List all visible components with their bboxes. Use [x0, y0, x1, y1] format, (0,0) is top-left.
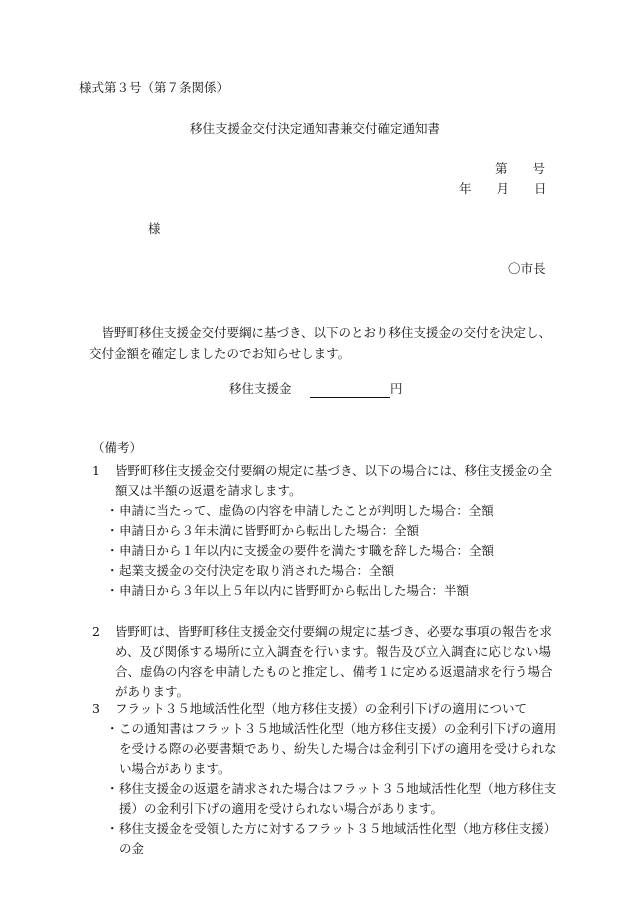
list-item — [102, 561, 562, 581]
list-item — [102, 779, 562, 819]
notice-text: 皆野町移住支援金交付要綱に基づき、以下のとおり移住支援金の交付を決定し、交付金額を確定しましたのでお知らせします。 — [89, 325, 552, 361]
notice-paragraph — [89, 322, 557, 364]
bullet-mark: ・ — [106, 563, 119, 578]
remark-item-1 — [92, 461, 562, 601]
remark-number: 1 — [92, 463, 100, 478]
list-item — [102, 541, 562, 561]
bullet-mark: ・ — [106, 781, 119, 796]
remark-text: フラット３５地域活性化型（地方移住支援）の金利引下げの適用について — [115, 701, 528, 716]
bullet-text: 申請に当たって、虚偽の内容を申請したことが判明した場合：全額 — [119, 503, 494, 518]
document-number-line: 第 号 — [495, 161, 546, 176]
list-item — [102, 819, 562, 859]
remark-item-2 — [92, 622, 562, 699]
bullet-text: 移住支援金の返還を請求された場合はフラット３５地域活性化型（地方移住支援）の金利引下げの適用を受けられない場合があります。 — [119, 781, 557, 816]
bullet-mark: ・ — [106, 583, 119, 598]
issuer-name: 〇市長 — [508, 261, 546, 276]
remark-item-3 — [92, 699, 562, 856]
list-item — [102, 521, 562, 541]
remark-text: 皆野町移住支援金交付要綱の規定に基づき、以下の場合には、移住支援金の全額又は半額の返還を請求します。 — [115, 463, 553, 498]
bullet-text: 申請日から３年以上５年以内に皆野町から転出した場合：半額 — [119, 583, 470, 598]
bullet-text: 申請日から１年以内に支援金の要件を満たす職を辞した場合：全額 — [119, 543, 495, 558]
bullet-text: 起業支援金の交付決定を取り消された場合：全額 — [119, 563, 395, 578]
bullet-mark: ・ — [106, 721, 119, 736]
list-item — [102, 719, 562, 779]
bullet-text: 移住支援金を受領した方に対するフラット３５地域活性化型（地方移住支援）の金 — [119, 821, 557, 856]
bullet-mark: ・ — [106, 523, 119, 538]
bullet-text: 申請日から３年未満に皆野町から転出した場合：全額 — [119, 523, 420, 538]
bullet-mark: ・ — [106, 543, 119, 558]
remark-text: 皆野町は、皆野町移住支援金交付要綱の規定に基づき、必要な事項の報告を求め、及び関係する場所に立入調査を行います。報告及び立入調査に応じない場合、虚偽の内容を申請したものと推定し、備考１に定める返還請求を行う場合があります。 — [115, 624, 553, 699]
remarks-heading: （備考） — [92, 440, 143, 455]
date-line: 年 月 日 — [459, 181, 547, 196]
remark-number: 2 — [92, 624, 100, 639]
remark-bullet-list — [102, 501, 562, 601]
bullet-text: この通知書はフラット３５地域活性化型（地方移住支援）の金利引下げの適用を受ける際の必要書類であり、紛失した場合は金利引下げの適用を受けられない場合があります。 — [119, 721, 557, 776]
amount-unit: 円 — [390, 381, 403, 396]
bullet-mark: ・ — [106, 821, 119, 836]
page-title: 移住支援金交付決定通知書兼交付確定通知書 — [189, 121, 440, 136]
amount-blank-field — [310, 381, 390, 398]
list-item — [102, 581, 562, 601]
addressee-suffix: 様 — [148, 221, 161, 236]
bullet-mark: ・ — [106, 503, 119, 518]
remark-bullet-list — [102, 719, 562, 859]
amount-label: 移住支援金 — [229, 381, 292, 396]
list-item — [102, 501, 562, 521]
form-number: 様式第３号（第７条関係） — [79, 80, 230, 95]
remark-number: 3 — [92, 701, 100, 716]
